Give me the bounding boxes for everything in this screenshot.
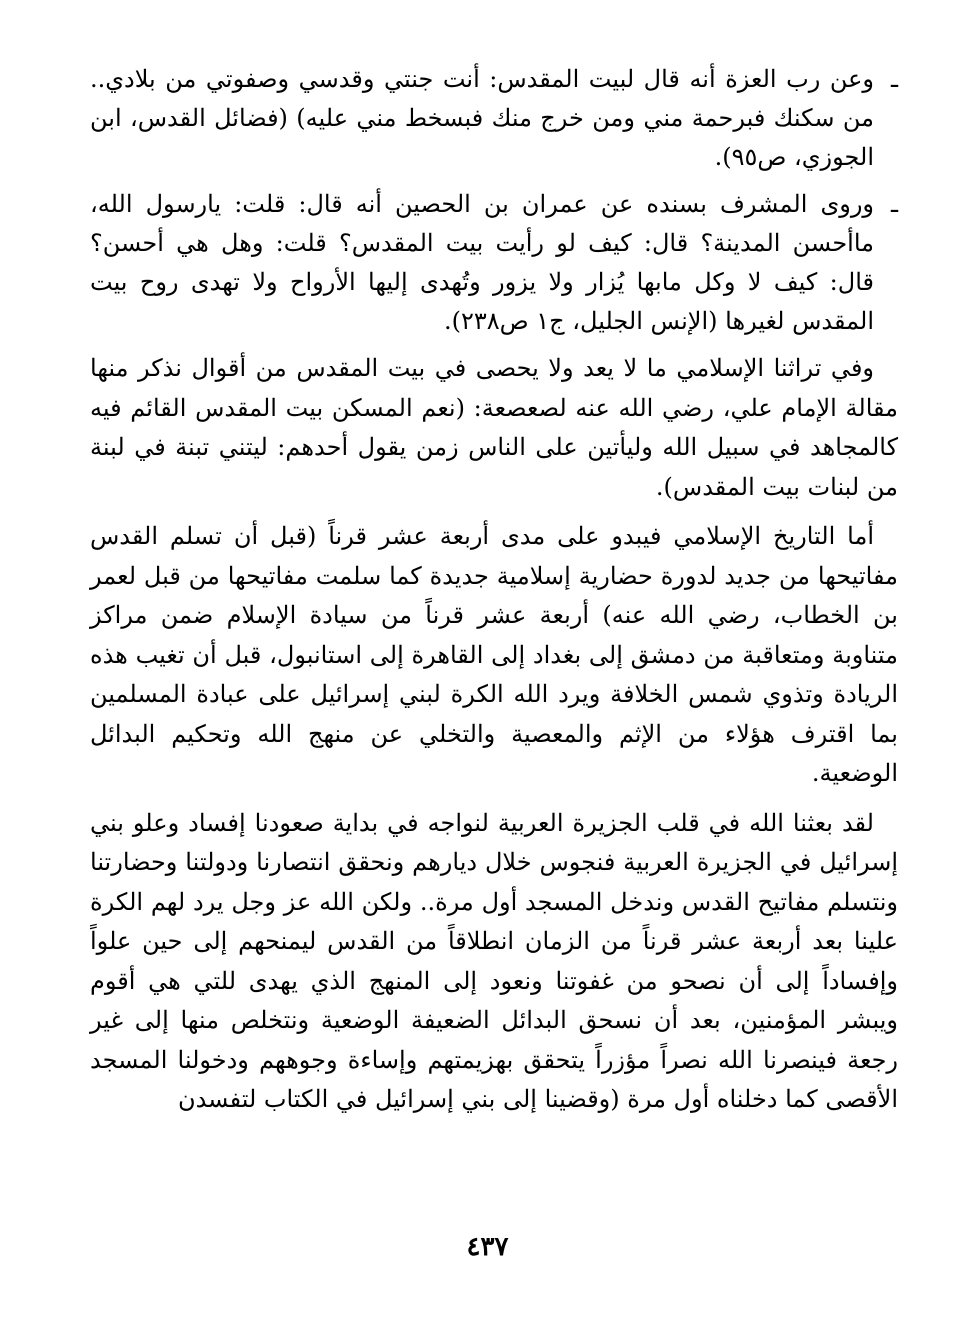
page-number: ٤٣٧	[466, 1232, 509, 1262]
page-body	[90, 60, 898, 1130]
bullet-text: وعن رب العزة أنه قال لبيت المقدس: أنت جنتي وقدسي وصفوتي من بلادي.. من سكنك فبرحمة مني ومن خرج منك فبسخط مني عليه) (فضائل القدس، ابن الجوزي، ص٩٥).	[90, 65, 874, 171]
paragraph: وفي تراثنا الإسلامي ما لا يعد ولا يحصى في بيت المقدس من أقوال نذكر منها مقالة الإمام علي، رضي الله عنه لصعصعة: (نعم المسكن بيت المقدس القائم فيه كالمجاهد في سبيل الله وليأتين على الناس زمن يقول أحدهم: ليتني تبنة في لبنة من لبنات بيت المقدس).	[90, 354, 898, 501]
bullet-item	[90, 185, 898, 341]
bullet-text: وروى المشرف بسنده عن عمران بن الحصين أنه قال: قلت: يارسول الله، ماأحسن المدينة؟ قال: كيف لو رأيت بيت المقدس؟ قلت: وهل هي أحسن؟ قال: كيف لا وكل مابها يُزار ولا يزور وتُهدى إليها الأرواح ولا تهدى روح بيت المقدس لغيرها (الإنس الجليل، ج١ ص٢٣٨).	[90, 190, 874, 335]
paragraph: أما التاريخ الإسلامي فيبدو على مدى أربعة عشر قرناً (قبل أن تسلم القدس مفاتيحها من جديد لدورة حضارية إسلامية جديدة كما سلمت مفاتيحها من قبل لعمر بن الخطاب، رضي الله عنه) أربعة عشر قرناً من سيادة الإسلام ضمن مراكز متناوبة ومتعاقبة من دمشق إلى بغداد إلى القاهرة إلى استانبول، قبل أن تغيب هذه الريادة وتذوي شمس الخلافة ويرد الله الكرة لبني إسرائيل على عبادة المسلمين بما اقترف هؤلاء من الإثم والمعصية والتخلي عن منهج الله وتحكيم البدائل الوضعية.	[90, 522, 898, 787]
bullet-item	[90, 60, 898, 177]
bullet-marker: ـ	[890, 65, 898, 93]
bullet-marker: ـ	[890, 190, 898, 218]
paragraph: لقد بعثنا الله في قلب الجزيرة العربية لنواجه في بداية صعودنا إفساد وعلو بني إسرائيل في الجزيرة العربية فنجوس خلال ديارهم ونحقق انتصارنا ودولتنا وحضارتنا ونتسلم مفاتيح القدس وندخل المسجد أول مرة.. ولكن الله عز وجل يرد لهم الكرة علينا بعد أربعة عشر قرناً من الزمان انطلاقاً من القدس ليمنحهم إلى حين علواً وإفساداً إلى أن نصحو من غفوتنا ونعود إلى المنهج الذي يهدى للتي هي أقوم ويبشر المؤمنين، بعد أن نسحق البدائل الضعيفة الوضعية ونتخلص منها إلى غير رجعة فينصرنا الله نصراً مؤزراً يتحقق بهزيمتهم وإساءة وجوههم ودخولنا المسجد الأقصى كما دخلناه أول مرة (وقضينا إلى بني إسرائيل في الكتاب لتفسدن	[90, 808, 898, 1113]
